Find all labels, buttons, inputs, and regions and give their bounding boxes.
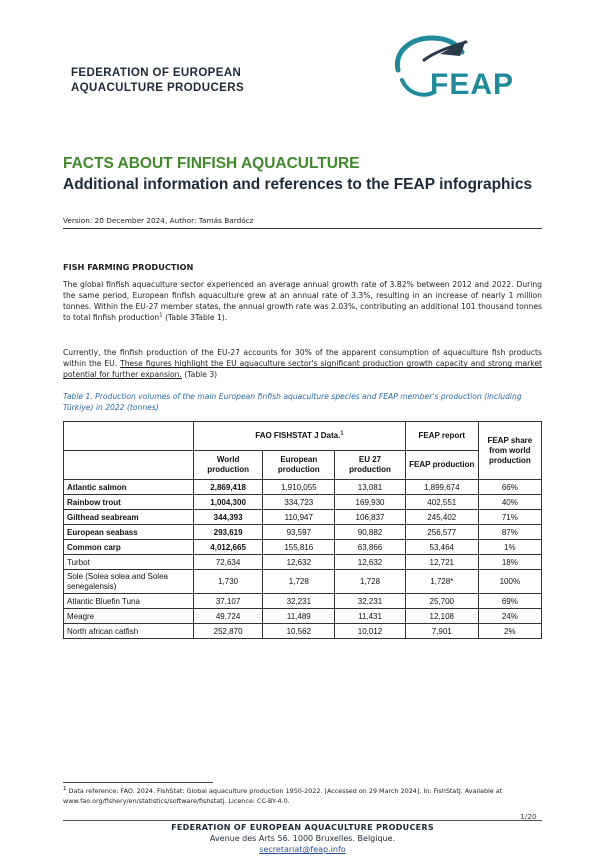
- fao-group-header: FAO FISHSTAT J Data.$^1$: [193, 422, 405, 451]
- feap-logo: [388, 32, 528, 104]
- table-row: Atlantic salmon 2,869,418 1,910,055 13,081 1,899,674 66%: [64, 480, 542, 495]
- table-row: Meagre 49,724 11,489 11,431 12,108 24%: [64, 609, 542, 624]
- footnote-rule: [63, 782, 213, 783]
- org-line-2: AQUACULTURE PRODUCERS: [71, 82, 245, 94]
- table-row: Turbot 72,634 12,632 12,632 12,721 18%: [64, 555, 542, 570]
- organization-name: [71, 66, 244, 96]
- footnote-number: 1: [63, 785, 67, 792]
- feap-share-header: FEAP share from world production: [478, 422, 541, 480]
- footnote-ref: 1: [159, 312, 163, 319]
- footer-address: Avenue des Arts 56. 1000 Bruxelles. Belgique.: [209, 834, 396, 843]
- paragraph-consumption-highlight: These figures highlight the EU aquaculture sector's significant production growth capacity and strong market potential for further expansion.: [63, 359, 542, 380]
- section-heading: FISH FARMING PRODUCTION: [63, 262, 194, 272]
- paragraph-growth-text: The global finfish aquaculture sector experienced an average annual growth rate of 3.82% between 2012 and 2022. During the same period, European finfish aquaculture grew at an annual rate of 3.3%, resulting in an increase of nearly 1 million tonnes. Within the EU-27 member states, the annual growth rate was 2.03%, contributing an additional 101 thousand tonnes to total finfish production: [63, 280, 542, 323]
- table-row: North african catfish 252,870 10,562 10,012 7,901 2%: [64, 624, 542, 639]
- species-header-blank-2: [64, 451, 194, 480]
- feap-report-header: FEAP report: [405, 422, 478, 451]
- title-rule: [63, 228, 542, 229]
- table-row: Common carp 4,012,665 155,816 63,866 53,464 1%: [64, 540, 542, 555]
- species-header-blank: [64, 422, 194, 451]
- col-feap-production: FEAP production: [405, 451, 478, 480]
- paragraph-consumption-tail: (Table 3): [181, 370, 218, 380]
- table-row: Rainbow trout 1,004,300 334,723 169,930 402,551 40%: [64, 495, 542, 510]
- col-world-production: World production: [193, 451, 263, 480]
- logo-text: FEAP: [430, 68, 515, 101]
- table-caption: Table 1. Production volumes of the main European finfish aquaculture species and FEAP member's production (including Türkiye) in 2022 (tonnes): [63, 392, 522, 412]
- table-row: European seabass 293,619 93,597 90,882 256,577 87%: [64, 525, 542, 540]
- col-eu27-production: EU 27 production: [335, 451, 406, 480]
- paragraph-growth: [63, 279, 542, 323]
- page-footer: [63, 822, 542, 855]
- paragraph-consumption-text: Currently, the finfish production of the EU-27 accounts for 30% of the apparent consumption of aquaculture fish products within the EU.: [63, 348, 542, 369]
- paragraph-growth-tail: (Table 3Table 1).: [162, 313, 228, 323]
- footnote-text: Data reference: FAO. 2024. FishStat: Global aquaculture production 1950-2022. [Accessed on 29 March 2024]. In: FishStatJ. Available at www.fao.org/fishery/en/statistics/software/fishstatj. Licence: CC-BY-4.0.: [63, 787, 503, 805]
- paragraph-consumption: [63, 347, 542, 380]
- table-row: Atlantic Bluefin Tuna 37,107 32,231 32,231 25,700 69%: [64, 594, 542, 609]
- col-european-production: European production: [263, 451, 335, 480]
- footer-email-link[interactable]: secretariat@feap.info: [259, 845, 346, 854]
- table-row: Gilthead seabream 344,393 110,947 106,837 245,402 71%: [64, 510, 542, 525]
- production-table: [63, 421, 542, 639]
- document-title: FACTS ABOUT FINFISH AQUACULTURE: [63, 155, 360, 172]
- footer-rule: [63, 820, 542, 821]
- org-line-1: FEDERATION OF EUROPEAN: [71, 67, 242, 79]
- footer-org: FEDERATION OF EUROPEAN AQUACULTURE PRODUCERS: [171, 823, 434, 832]
- page-number: 1/20: [520, 812, 537, 821]
- document-subtitle: Additional information and references to the FEAP infographics: [63, 176, 533, 193]
- table-row: Sole (Solea solea and Solea senegalensis) 1,730 1,728 1,728 1,728* 100%: [64, 570, 542, 594]
- version-line: Version: 20 December 2024, Author: Tamás Bardócz: [63, 216, 254, 225]
- footnote: [63, 787, 542, 806]
